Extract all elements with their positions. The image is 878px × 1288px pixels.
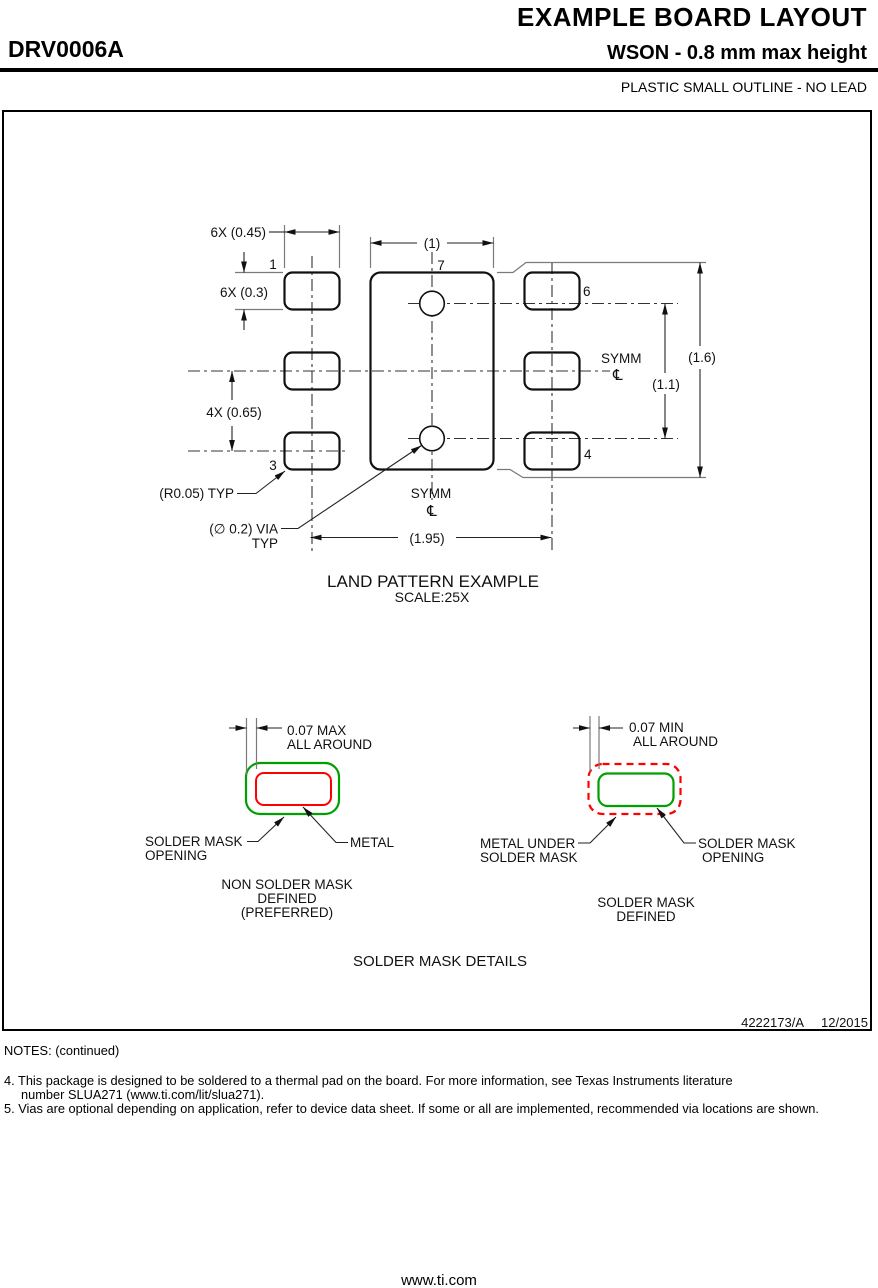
nsmd-right-label: METAL <box>350 835 395 850</box>
dim-center-pad-width-label: (1) <box>423 236 441 251</box>
smd-dim-label-1: 0.07 MIN <box>629 720 684 735</box>
smd-right-label-1: SOLDER MASK <box>698 836 796 851</box>
dim-pad-span <box>311 531 552 546</box>
land-pattern-title: LAND PATTERN EXAMPLE <box>327 572 539 591</box>
callout-corner-radius-label: (R0.05) TYP <box>159 486 234 501</box>
nsmd-left-label-2: OPENING <box>145 848 208 863</box>
smd-left-label-2: SOLDER MASK <box>480 850 578 865</box>
nsmd-caption-2: DEFINED <box>257 891 317 906</box>
pin-label-7: 7 <box>437 258 445 273</box>
nsmd-dim-label-1: 0.07 MAX <box>287 723 347 738</box>
website-footer: www.ti.com <box>401 1272 477 1288</box>
pin-label-4: 4 <box>584 447 592 462</box>
nsmd-caption-3: (PREFERRED) <box>240 905 334 920</box>
dim-pad-pitch <box>206 371 262 451</box>
smd-right-label-2: OPENING <box>702 850 765 865</box>
dim-via-pitch <box>652 304 680 439</box>
note-4-line-2: number SLUA271 (www.ti.com/lit/slua271). <box>21 1087 265 1102</box>
pin-label-3: 3 <box>269 458 277 473</box>
part-number: DRV0006A <box>8 36 124 62</box>
dim-overall-height-label: (1.6) <box>688 350 716 365</box>
dim-pad-height-label: 6X (0.3) <box>219 285 269 300</box>
solder-mask-details-title: SOLDER MASK DETAILS <box>353 953 527 970</box>
package-descriptor: PLASTIC SMALL OUTLINE - NO LEAD <box>620 79 867 95</box>
smd-detail <box>480 716 796 924</box>
smd-solder-mask-opening-shape <box>599 774 674 807</box>
via-bottom <box>420 426 445 451</box>
pin-label-6: 6 <box>583 284 591 299</box>
nsmd-solder-mask-opening-shape <box>246 763 339 814</box>
dim-overall-height <box>497 263 716 478</box>
dim-via-pitch-label: (1.1) <box>652 377 680 392</box>
note-5: 5. Vias are optional depending on application, refer to device data sheet. If some or all are implemented, recommended via locations are shown. <box>4 1101 819 1116</box>
nsmd-metal-shape <box>256 773 331 805</box>
note-4-line-1: 4. This package is designed to be soldered to a thermal pad on the board. For more information, see Texas Instruments literature <box>4 1073 733 1088</box>
notes-heading: NOTES: (continued) <box>4 1043 120 1058</box>
smd-left-label-1: METAL UNDER <box>480 836 576 851</box>
symm-right-label: SYMM <box>601 351 642 366</box>
pin-label-1: 1 <box>269 257 277 272</box>
callout-via-label-2: TYP <box>251 536 278 551</box>
board-layout-drawing <box>0 110 878 1032</box>
via-top <box>420 291 445 316</box>
dim-pad-width-label: 6X (0.45) <box>210 225 266 240</box>
nsmd-left-label-1: SOLDER MASK <box>145 834 243 849</box>
dim-pad-pitch-label: 4X (0.65) <box>206 405 262 420</box>
land-pattern-scale: SCALE:25X <box>394 589 470 605</box>
dim-pad-span-label: (1.95) <box>409 531 445 546</box>
callout-via <box>209 446 421 552</box>
page-title: EXAMPLE BOARD LAYOUT <box>517 2 867 32</box>
nsmd-dim-label-2: ALL AROUND <box>287 737 373 752</box>
smd-caption-2: DEFINED <box>616 909 676 924</box>
doc-date: 12/2015 <box>821 1015 868 1030</box>
smd-dim-label-2: ALL AROUND <box>633 734 719 749</box>
smd-caption-1: SOLDER MASK <box>597 895 695 910</box>
package-title: WSON - 0.8 mm max height <box>606 42 867 64</box>
nsmd-caption-1: NON SOLDER MASK <box>221 877 353 892</box>
callout-corner-radius <box>159 471 285 501</box>
symm-right-centerline-symbol: ℄ <box>613 367 623 384</box>
doc-id: 4222173/A <box>741 1015 804 1030</box>
symm-bottom-centerline-symbol: ℄ <box>427 503 437 520</box>
callout-via-label-1: (∅ 0.2) VIA <box>209 521 278 537</box>
header-rule <box>0 68 878 72</box>
nsmd-detail <box>145 718 394 920</box>
symm-bottom-label: SYMM <box>410 486 452 501</box>
land-pattern <box>159 225 716 605</box>
